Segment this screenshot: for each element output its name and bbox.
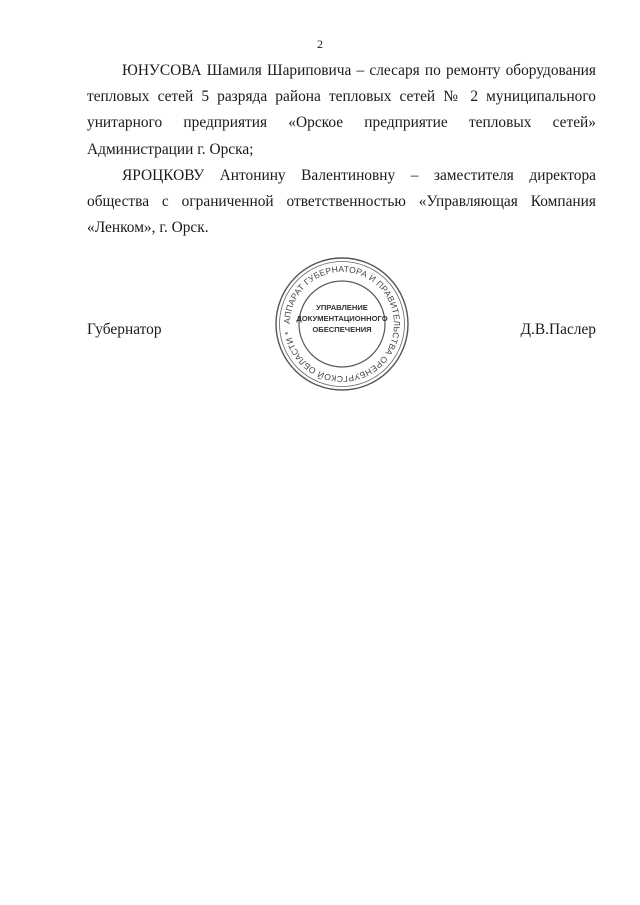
seal-center-line: ОБЕСПЕЧЕНИЯ (312, 325, 372, 334)
signatory-title: Губернатор (87, 321, 162, 338)
text-line: «Ленком», г. Орск. (87, 219, 209, 237)
paragraph-award-yunusova (87, 58, 596, 163)
seal-center-line: УПРАВЛЕНИЕ (316, 303, 368, 312)
signatory-name: Д.В.Паслер (520, 321, 596, 338)
text-line: общества с ограниченной ответственностью «Управляющая Компания (87, 193, 596, 211)
text-line: тепловых сетей 5 разряда района тепловых сетей № 2 муниципального (87, 88, 596, 106)
svg-text:АППАРАТ ГУБЕРНАТОРА И ПРАВИТЕЛ (282, 264, 402, 384)
document-body (87, 58, 596, 241)
text-line: ЮНУСОВА Шамиля Шариповича – слесаря по ремонту оборудования (122, 62, 596, 79)
paragraph-award-yarotskova (87, 163, 596, 242)
text-line: унитарного предприятия «Орское предприятие тепловых сетей» (87, 114, 596, 132)
page-number: 2 (317, 37, 323, 51)
seal-ring-text: АППАРАТ ГУБЕРНАТОРА И ПРАВИТЕЛЬСТВА ОРЕНБУРГСКОЙ ОБЛАСТИ * (281, 263, 403, 385)
seal-center-line: ДОКУМЕНТАЦИОННОГО (296, 314, 388, 323)
text-line: Администрации г. Орска; (87, 140, 254, 158)
text-line: ЯРОЦКОВУ Антонину Валентиновну – заместителя директора (122, 166, 596, 184)
official-seal (274, 256, 410, 392)
